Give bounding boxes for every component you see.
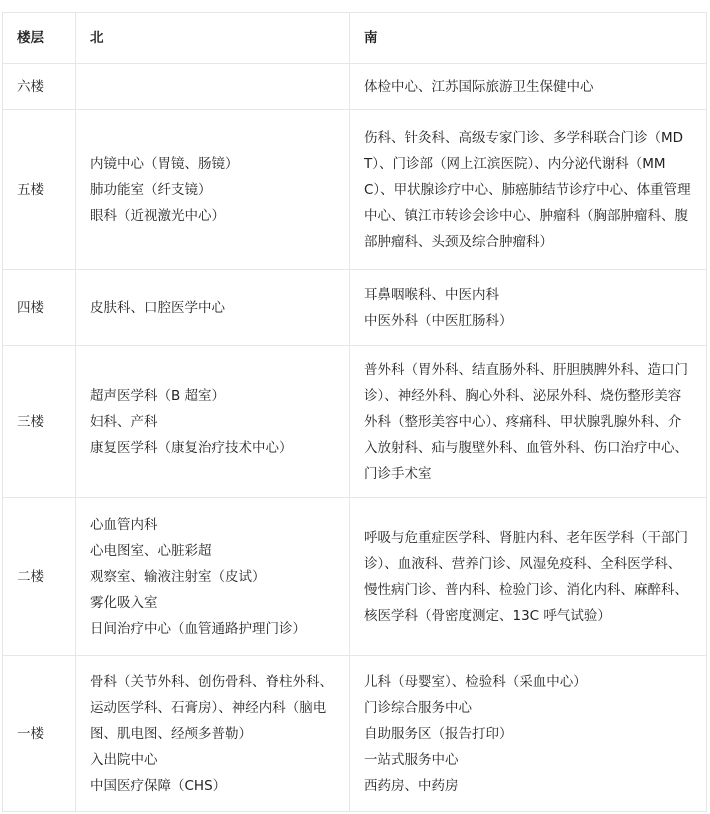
north-line: 心血管内科 (90, 516, 158, 533)
north-line: 超声医学科（B 超室） (90, 387, 226, 404)
south-cell (350, 656, 707, 812)
table-header-row (3, 13, 707, 64)
north-line: 肺功能室（纤支镜） (90, 181, 212, 198)
north-line: 骨科（关节外科、创伤骨科、脊柱外科、运动医学科、石膏房）、神经内科（脑电图、肌电图、经颅多普勒） (90, 673, 333, 742)
north-line: 内镜中心（胃镜、肠镜） (90, 155, 239, 172)
header-south: 南 (350, 13, 707, 64)
south-cell (350, 346, 707, 498)
floor-cell: 二楼 (3, 498, 76, 656)
south-cell (350, 270, 707, 346)
floor-directory (2, 12, 707, 812)
north-line: 妇科、产科 (90, 413, 158, 430)
floor-cell: 六楼 (3, 64, 76, 110)
table-row (3, 498, 707, 656)
table-row (3, 270, 707, 346)
south-line: 中医外科（中医肛肠科） (364, 312, 513, 329)
table-row (3, 346, 707, 498)
north-cell (76, 110, 350, 270)
north-cell (76, 346, 350, 498)
south-line: 体检中心、江苏国际旅游卫生保健中心 (364, 78, 594, 95)
floor-cell: 一楼 (3, 656, 76, 812)
header-floor: 楼层 (3, 13, 76, 64)
floor-cell: 五楼 (3, 110, 76, 270)
south-line: 儿科（母婴室）、检验科（采血中心） (364, 673, 587, 690)
north-line: 康复医学科（康复治疗技术中心） (90, 439, 293, 456)
south-line: 伤科、针灸科、高级专家门诊、多学科联合门诊（MDT）、门诊部（网上江滨医院）、内分泌代谢科（MMC）、甲状腺诊疗中心、肺癌肺结节诊疗中心、体重管理中心、镇江市转诊会诊中心、肿瘤科（胸部肿瘤科、腹部肿瘤科、头颈及综合肿瘤科） (364, 129, 691, 250)
north-line: 皮肤科、口腔医学中心 (90, 299, 225, 316)
north-cell (76, 64, 350, 110)
floor-cell: 三楼 (3, 346, 76, 498)
north-line: 中国医疗保障（CHS） (90, 777, 227, 794)
south-line: 西药房、中药房 (364, 777, 459, 794)
north-cell (76, 270, 350, 346)
floor-directory-table (2, 12, 707, 812)
north-line: 心电图室、心脏彩超 (90, 542, 212, 559)
south-cell (350, 498, 707, 656)
north-line: 入出院中心 (90, 751, 158, 768)
north-cell (76, 656, 350, 812)
south-line: 普外科（胃外科、结直肠外科、肝胆胰脾外科、造口门诊）、神经外科、胸心外科、泌尿外科、烧伤整形美容外科（整形美容中心）、疼痛科、甲状腺乳腺外科、介入放射科、疝与腹壁外科、血管外科、伤口治疗中心、门诊手术室 (364, 361, 688, 482)
north-line: 雾化吸入室 (90, 594, 158, 611)
south-line: 一站式服务中心 (364, 751, 459, 768)
south-cell (350, 110, 707, 270)
south-line: 自助服务区（报告打印） (364, 725, 513, 742)
south-line: 门诊综合服务中心 (364, 699, 472, 716)
south-cell (350, 64, 707, 110)
north-line: 日间治疗中心（血管通路护理门诊） (90, 620, 306, 637)
table-row (3, 110, 707, 270)
header-north: 北 (76, 13, 350, 64)
south-line: 呼吸与危重症医学科、肾脏内科、老年医学科（干部门诊）、血液科、营养门诊、风湿免疫科、全科医学科、慢性病门诊、普内科、检验门诊、消化内科、麻醉科、核医学科（骨密度测定、13C 呼气试验） (364, 529, 688, 624)
north-line: 眼科（近视激光中心） (90, 207, 225, 224)
south-line: 耳鼻咽喉科、中医内科 (364, 286, 499, 303)
floor-cell: 四楼 (3, 270, 76, 346)
north-cell (76, 498, 350, 656)
table-row (3, 64, 707, 110)
north-line: 观察室、输液注射室（皮试） (90, 568, 266, 585)
table-row (3, 656, 707, 812)
